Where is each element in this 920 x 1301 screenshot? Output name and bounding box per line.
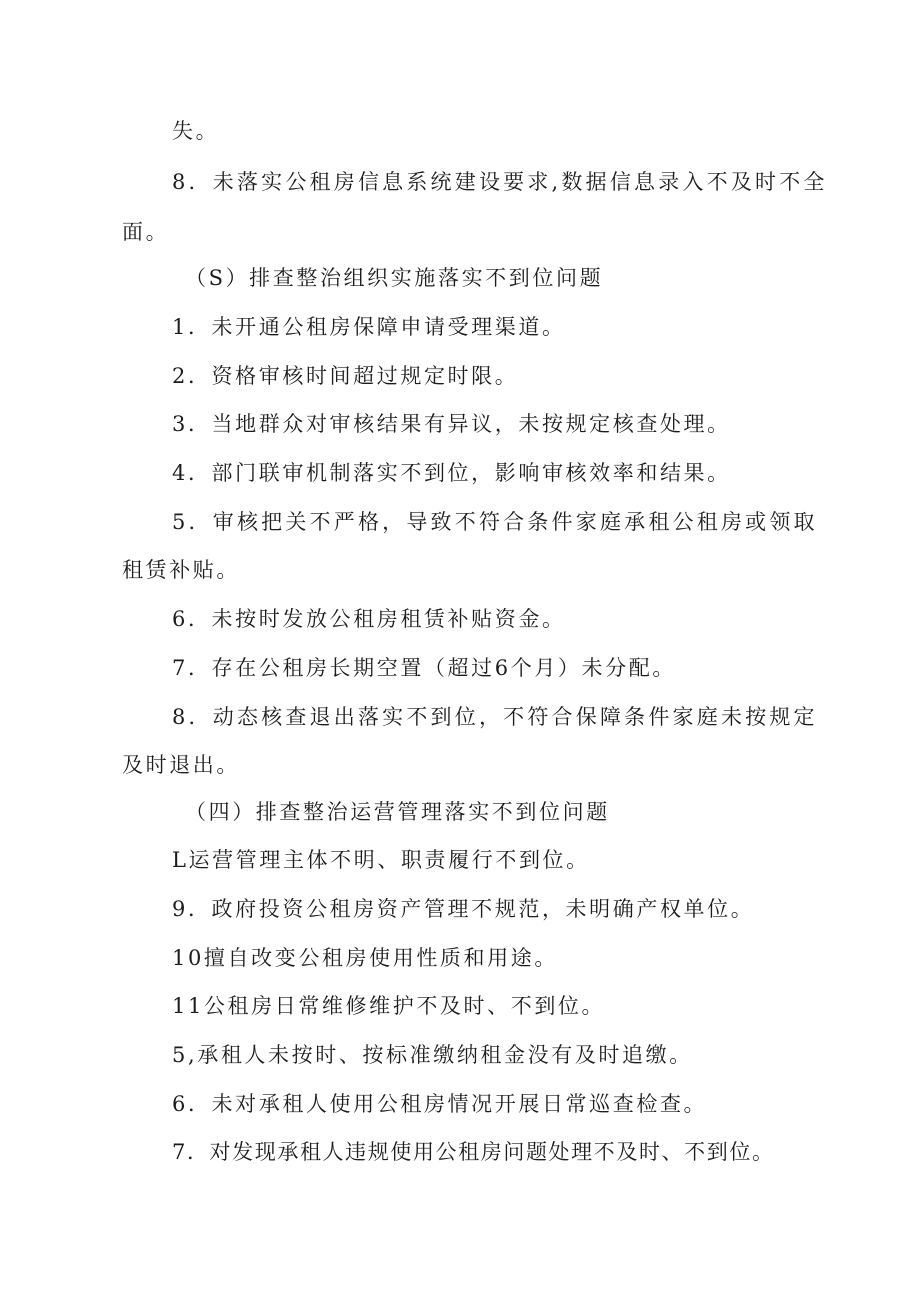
paragraph-line: 失。 [172, 119, 220, 143]
list-item: 10擅自改变公租房使用性质和用途。 [172, 946, 558, 970]
list-item: 4．部门联审机制落实不到位，影响审核效率和结果。 [172, 461, 731, 485]
list-item: 7．对发现承租人违规使用公租房问题处理不及时、不到位。 [172, 1140, 775, 1164]
list-item: 6．未对承租人使用公租房情况开展日常巡查检查。 [172, 1092, 708, 1116]
list-item: 5,承租人未按时、按标准缴纳租金没有及时追缴。 [172, 1043, 693, 1067]
paragraph-line: 租赁补贴。 [122, 558, 240, 582]
list-item: 6．未按时发放公租房租赁补贴资金。 [172, 607, 566, 631]
list-item: L运营管理主体不明、职责履行不到位。 [172, 848, 590, 872]
paragraph-line: 面。 [122, 220, 170, 244]
section-heading: （四）排查整治运营管理落实不到位问题 [185, 800, 610, 824]
paragraph-line: 及时退出。 [122, 753, 240, 777]
list-item: 2．资格审核时间超过规定时限。 [172, 364, 519, 388]
list-item: 8．动态核查退出落实不到位，不符合保障条件家庭未按规定 [172, 705, 818, 729]
list-item: 9．政府投资公租房资产管理不规范，未明确产权单位。 [172, 897, 755, 921]
list-item: 5．审核把关不严格，导致不符合条件家庭承租公租房或领取 [172, 510, 818, 534]
list-item: 3．当地群众对审核结果有异议，未按规定核查处理。 [172, 412, 731, 436]
list-item: 1．未开通公租房保障申请受理渠道。 [172, 315, 566, 339]
list-item: 11公租房日常维修维护不及时、不到位。 [172, 994, 606, 1018]
list-item: 8．未落实公租房信息系统建设要求,数据信息录入不及时不全 [172, 170, 828, 194]
section-heading: （S）排查整治组织实施落实不到位问题 [185, 266, 604, 290]
list-item: 7．存在公租房长期空置（超过6个月）未分配。 [172, 656, 676, 680]
